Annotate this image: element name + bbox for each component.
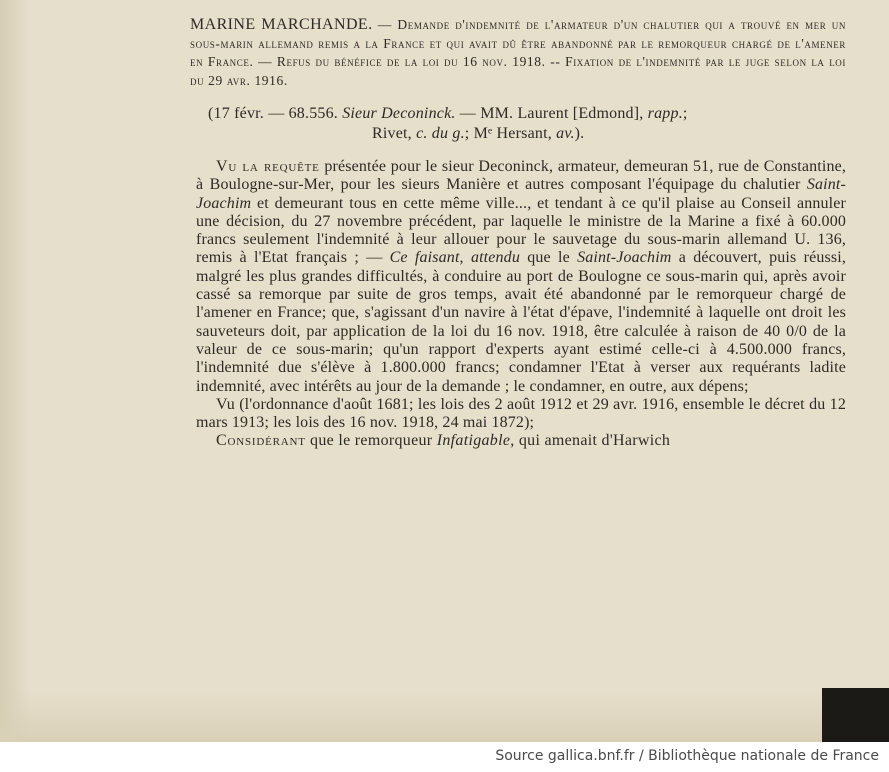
page-gutter-shadow: [0, 0, 30, 742]
paragraph-considerant: [196, 432, 846, 450]
paragraph-considerant-lead: Considérant: [216, 432, 306, 450]
citation-part-2: — MM. Laurent [Edmond],: [455, 105, 648, 122]
scan-corner-dark: [822, 688, 889, 742]
source-credit: Source gallica.bnf.fr / Bibliothèque nationale de France: [495, 748, 879, 764]
ship-name-1: Saint-Joachim: [196, 176, 846, 212]
decision-body: [196, 158, 846, 451]
heading-text: — Demande d'indemnité de l'armateur d'un chalutier qui a trouvé en mer un sous-marin allemand remis a la France et qui avait dû être abandonné par le remorqueur chargé de l'amener en France. — Refus du bénéfice de la loi du 16 nov. 1918. -- Fixation de l'indemnité par le juge selon la loi du 29 avr. 1916.: [190, 17, 846, 88]
heading-lead: MARINE MARCHANDE.: [190, 16, 373, 33]
paragraph-requete-t2: et demeurant tous en cette même ville..., et tendant à ce qu'il plaise au Conseil annuler une décision, du 27 novembre précédent, par laquelle le ministre de la Marine a fixé à 60.000 francs seulement l'indemnité à leur allouer pour le sauvetage du sous-marin allemand U. 136, remis à l'Etat français ; —: [196, 194, 846, 267]
paragraph-vu: Vu (l'ordonnance d'août 1681; les lois des 2 août 1912 et 29 avr. 1916, ensemble le décret du 12 mars 1913; les lois des 16 nov. 1918, 24 mai 1872);: [196, 395, 846, 432]
paragraph-requete-t4: a découvert, puis réussi, malgré les plus grandes difficultés, à conduire au port de Boulogne ce sous-marin qui, après avoir cassé sa remorque par suite de gros temps, avait été abandonné par le remorqueur chargé de l'amener en France; que, s'agissant d'un navire à l'état d'épave, l'indemnité à laquelle ont droit les sauveteurs doit, par application de la loi du 16 nov. 1918, être calculée à raison de 40 0/0 de la valeur de ce sous-marin; qu'un rapport d'experts ayant estimé celle-ci à 4.500.000 francs, l'indemnité due s'élève à 1.800.000 francs; condamner l'Etat à verser aux requérants ladite indemnité, avec intérêts au jour de la demande ; le condamner, en outre, aux dépens;: [196, 249, 846, 395]
citation-party: Sieur Deconinck.: [342, 105, 456, 122]
summary-heading: [190, 16, 846, 90]
citation-part-3: ;: [682, 105, 688, 122]
paragraph-requete-t3: que le: [519, 249, 578, 267]
citation-av: av.: [556, 125, 575, 142]
citation-l2c: ).: [574, 125, 585, 142]
page-bottom-shade: [0, 690, 889, 742]
paragraph-considerant-t2: , qui amenait d'Harwich: [510, 432, 671, 450]
case-citation: [208, 104, 846, 144]
ship-name-3: Infatigable: [436, 432, 511, 450]
source-bar: [0, 742, 889, 772]
paragraph-requete: [196, 158, 846, 396]
paragraph-requete-lead: Vu la requête: [216, 158, 320, 175]
attendu-phrase: Ce faisant, attendu: [389, 249, 520, 267]
paragraph-considerant-t1: que le remorqueur: [305, 432, 437, 450]
citation-cdug: c. du g.: [416, 125, 465, 142]
page-text: [186, 16, 846, 451]
citation-l2a: Rivet,: [372, 125, 417, 142]
citation-rapp: rapp.: [647, 105, 683, 122]
ship-name-2: Saint-Joachim: [577, 249, 672, 267]
citation-l2b: ; Mᵉ Hersant,: [464, 125, 557, 142]
citation-line-2: [208, 124, 846, 144]
citation-part-1: (17 févr. — 68.556.: [208, 105, 343, 122]
paragraph-requete-t1: présentée pour le sieur Deconinck, armateur, demeuran 51, rue de Constantine, à Boulogne-sur-Mer, pour les sieurs Manière et autres composant l'équipage du chalutier: [196, 158, 846, 194]
